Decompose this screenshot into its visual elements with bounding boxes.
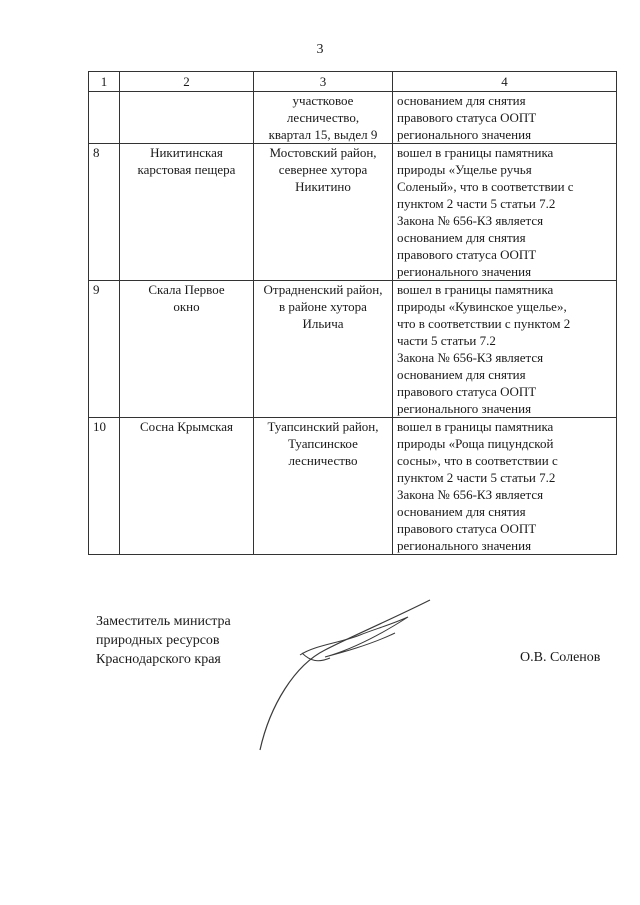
objects-table xyxy=(88,71,617,555)
object-name xyxy=(120,92,254,144)
object-location xyxy=(254,144,393,281)
location-line: Туапсинское xyxy=(288,436,358,451)
signature-stroke xyxy=(260,600,430,750)
title-line: Краснодарского края xyxy=(96,652,221,667)
note-line: Закона № 656-КЗ является xyxy=(397,350,544,365)
note-line: правового статуса ООПТ xyxy=(397,110,537,125)
location-line: севернее хутора xyxy=(278,162,368,177)
note-line: регионального значения xyxy=(397,538,532,553)
object-name xyxy=(120,144,254,281)
location-line: лесничество xyxy=(288,453,358,468)
header-cell: 2 xyxy=(120,72,254,92)
note-line: природы «Ущелье ручья xyxy=(397,162,532,177)
object-note xyxy=(393,144,617,281)
note-line: правового статуса ООПТ xyxy=(397,247,537,262)
note-line: части 5 статьи 7.2 xyxy=(397,333,496,348)
note-line: пунктом 2 части 5 статьи 7.2 xyxy=(397,196,556,211)
table-row xyxy=(89,144,617,281)
note-line: природы «Кувинское ущелье», xyxy=(397,299,567,314)
row-number: 10 xyxy=(89,418,120,555)
row-number: 9 xyxy=(89,281,120,418)
title-line: Заместитель министра xyxy=(96,614,231,629)
page-number: 3 xyxy=(316,42,324,57)
header-cell: 4 xyxy=(393,72,617,92)
object-location xyxy=(254,92,393,144)
object-location xyxy=(254,418,393,555)
note-line: Закона № 656-КЗ является xyxy=(397,213,544,228)
object-note xyxy=(393,281,617,418)
location-line: участковое xyxy=(292,93,354,108)
note-line: основанием для снятия xyxy=(397,367,526,382)
name-line: Никитинская xyxy=(150,145,223,160)
note-line: основанием для снятия xyxy=(397,93,526,108)
note-line: регионального значения xyxy=(397,401,532,416)
note-line: правового статуса ООПТ xyxy=(397,521,537,536)
location-line: лесничество, xyxy=(286,110,360,125)
name-line: окно xyxy=(173,299,200,314)
location-line: Отрадненский район, xyxy=(263,282,383,297)
table-row xyxy=(89,418,617,555)
note-line: Соленый», что в соответствии с xyxy=(397,179,574,194)
location-line: Никитино xyxy=(295,179,351,194)
table-header-row xyxy=(89,72,617,92)
location-line: квартал 15, выдел 9 xyxy=(268,127,378,142)
object-name xyxy=(120,418,254,555)
name-line: карстовая пещера xyxy=(137,162,236,177)
signature-stroke xyxy=(300,617,408,657)
note-line: Закона № 656-КЗ является xyxy=(397,487,544,502)
location-line: Ильича xyxy=(302,316,344,331)
row-number xyxy=(89,92,120,144)
note-line: регионального значения xyxy=(397,264,532,279)
signatory-title xyxy=(96,612,231,669)
note-line: основанием для снятия xyxy=(397,230,526,245)
object-note xyxy=(393,92,617,144)
signatory-name: О.В. Соленов xyxy=(520,650,601,665)
header-cell: 3 xyxy=(254,72,393,92)
note-line: что в соответствии с пунктом 2 xyxy=(397,316,571,331)
name-line: Сосна Крымская xyxy=(139,419,233,434)
note-line: вошел в границы памятника xyxy=(397,145,554,160)
table-row xyxy=(89,281,617,418)
title-line: природных ресурсов xyxy=(96,633,220,648)
note-line: вошел в границы памятника xyxy=(397,419,554,434)
note-line: регионального значения xyxy=(397,127,532,142)
note-line: основанием для снятия xyxy=(397,504,526,519)
row-number: 8 xyxy=(89,144,120,281)
table-row xyxy=(89,92,617,144)
object-name xyxy=(120,281,254,418)
name-line: Скала Первое xyxy=(148,282,225,297)
note-line: сосны», что в соответствии с xyxy=(397,453,558,468)
note-line: вошел в границы памятника xyxy=(397,282,554,297)
header-cell: 1 xyxy=(89,72,120,92)
note-line: пунктом 2 части 5 статьи 7.2 xyxy=(397,470,556,485)
handwritten-signature xyxy=(240,595,440,755)
object-note xyxy=(393,418,617,555)
location-line: Мостовский район, xyxy=(269,145,377,160)
note-line: природы «Роща пицундской xyxy=(397,436,554,451)
location-line: в районе хутора xyxy=(279,299,367,314)
object-location xyxy=(254,281,393,418)
location-line: Туапсинский район, xyxy=(267,419,379,434)
note-line: правового статуса ООПТ xyxy=(397,384,537,399)
